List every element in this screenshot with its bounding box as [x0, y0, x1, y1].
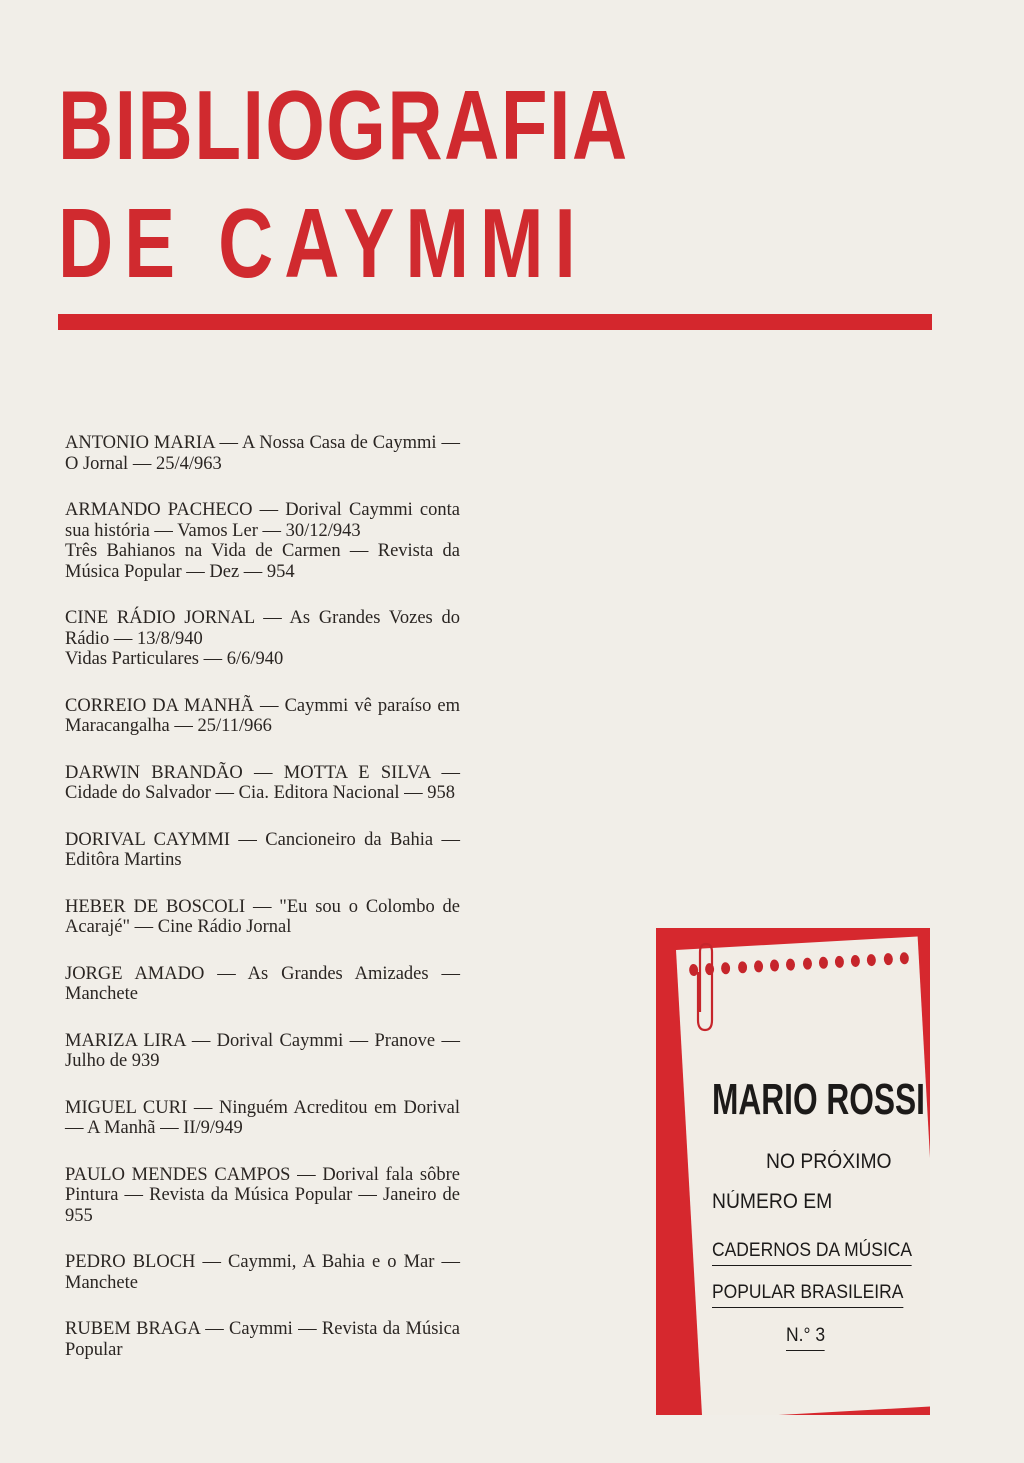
bibliography-entry [65, 897, 460, 938]
ad-line-1: NO PRÓXIMO [766, 1150, 892, 1173]
entry-text: CORREIO DA MANHÃ — Caymmi vê paraíso em Maracangalha — 25/11/966 [65, 695, 460, 736]
bibliography-entry [65, 500, 460, 582]
bibliography-entry [65, 1165, 460, 1227]
entry-extra: Vidas Particulares — 6/6/940 [65, 649, 284, 669]
ad-line-4: POPULAR BRASILEIRA [712, 1282, 903, 1308]
entry-text: CINE RÁDIO JORNAL — As Grandes Vozes do Rádio — 13/8/940 [65, 608, 460, 649]
entry-text: MARIZA LIRA — Dorival Caymmi — Pranove — Julho de 939 [65, 1030, 460, 1071]
bibliography-list [65, 433, 460, 1386]
bibliography-entry [65, 1252, 460, 1293]
entry-text: ARMANDO PACHECO — Dorival Caymmi conta sua história — Vamos Ler — 30/12/943 [65, 500, 460, 541]
entry-text: PAULO MENDES CAMPOS — Dorival fala sôbre Pintura — Revista da Música Popular — Janeiro de 955 [65, 1164, 460, 1226]
bibliography-entry [65, 830, 460, 871]
bibliography-entry [65, 1098, 460, 1139]
bibliography-entry [65, 964, 460, 1005]
bibliography-entry [65, 608, 460, 670]
title-line-2: DE CAYMMI [58, 188, 587, 298]
bibliography-entry [65, 1031, 460, 1072]
entry-extra: Três Bahianos na Vida de Carmen — Revista da Música Popular — Dez — 954 [65, 541, 460, 582]
ad-author-name: MARIO ROSSI [712, 1075, 925, 1124]
bibliography-entry [65, 696, 460, 737]
entry-text: HEBER DE BOSCOLI — "Eu sou o Colombo de Acarajé" — Cine Rádio Jornal [65, 896, 460, 937]
paperclip-icon [694, 942, 716, 1032]
entry-text: RUBEM BRAGA — Caymmi — Revista da Música Popular [65, 1319, 460, 1360]
bibliography-entry [65, 1319, 460, 1360]
ad-issue-number: N.° 3 [786, 1325, 825, 1351]
entry-text: ANTONIO MARIA — A Nossa Casa de Caymmi — O Jornal — 25/4/963 [65, 433, 460, 474]
ad-line-3: CADERNOS DA MÚSICA [712, 1240, 912, 1266]
title-divider [58, 314, 932, 330]
bibliography-entry [65, 433, 460, 474]
entry-text: JORGE AMADO — As Grandes Amizades — Manchete [65, 963, 460, 1004]
ad-line-2: NÚMERO EM [712, 1190, 833, 1213]
entry-text: DARWIN BRANDÃO — MOTTA E SILVA — Cidade do Salvador — Cia. Editora Nacional — 958 [65, 762, 460, 803]
title-line-1: BIBLIOGRAFIA [58, 70, 629, 180]
page-title [58, 66, 629, 302]
entry-text: MIGUEL CURI — Ninguém Acreditou em Dorival — A Manhã — II/9/949 [65, 1097, 460, 1138]
entry-text: PEDRO BLOCH — Caymmi, A Bahia e o Mar — Manchete [65, 1252, 460, 1293]
spiral-holes [689, 951, 909, 977]
bibliography-entry [65, 763, 460, 804]
entry-text: DORIVAL CAYMMI — Cancioneiro da Bahia — Editôra Martins [65, 829, 460, 870]
